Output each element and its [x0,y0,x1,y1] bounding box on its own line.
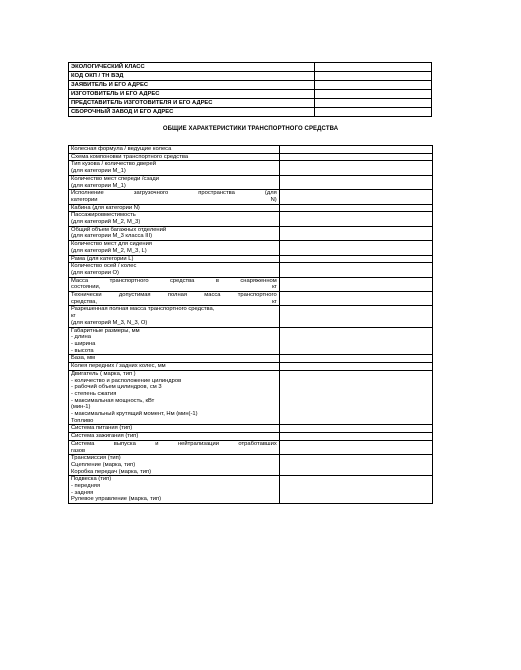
characteristic-value [279,146,432,154]
characteristic-label: Общий объем багажных отделений (для категории М_3 класса III) [69,226,280,240]
characteristic-row [69,433,433,441]
characteristic-row [69,425,433,433]
characteristic-label: Исполнение загрузочного пространства (для категории N) [69,190,280,204]
characteristic-value [279,190,432,204]
header-row [69,72,432,81]
characteristic-label: Пассажировместимость (для категорий М_2, М_3) [69,212,280,226]
characteristic-value [279,440,432,454]
header-row-value [315,108,432,117]
section-title: ОБЩИЕ ХАРАКТЕРИСТИКИ ТРАНСПОРТНОГО СРЕДСТВА [162,126,339,132]
characteristic-row [69,212,433,226]
characteristic-label: Рама (для категории L) [69,255,280,263]
characteristic-value [279,226,432,240]
header-row-label: СБОРОЧНЫЙ ЗАВОД И ЕГО АДРЕС [69,108,315,117]
header-row-label: ЗАЯВИТЕЛЬ И ЕГО АДРЕС [69,81,315,90]
characteristic-value [279,241,432,255]
characteristic-row [69,226,433,240]
characteristic-value [279,433,432,441]
characteristic-row [69,161,433,175]
characteristic-value [279,327,432,355]
header-row [69,63,432,72]
characteristic-label: Количество мест для сидения (для категорий М_2, М_3, L) [69,241,280,255]
characteristic-label: Схема компоновки транспортного средства [69,153,280,161]
characteristics-table [68,145,433,504]
header-table [68,62,432,117]
header-row-label: КОД ОКП / ТН ВЭД [69,72,315,81]
characteristic-label: Масса транспортного средства в снаряженном состоянии, кг [69,277,280,291]
header-row-label: ПРЕДСТАВИТЕЛЬ ИЗГОТОВИТЕЛЯ И ЕГО АДРЕС [69,99,315,108]
characteristic-value [279,175,432,189]
characteristic-value [279,455,432,476]
characteristic-row [69,204,433,212]
characteristic-row [69,153,433,161]
characteristic-row [69,440,433,454]
characteristic-value [279,370,432,425]
characteristic-value [279,277,432,291]
header-row-value [315,63,432,72]
characteristic-label: Количество мест спереди /сзади (для категории М_1) [69,175,280,189]
header-row-value [315,99,432,108]
characteristic-label: Количество осей / колес (для категории О) [69,263,280,277]
characteristic-row [69,190,433,204]
header-row [69,81,432,90]
characteristic-row [69,292,433,306]
characteristic-value [279,363,432,371]
characteristic-value [279,292,432,306]
header-row-value [315,81,432,90]
characteristic-label: Тип кузова / количество дверей (для категории М_1) [69,161,280,175]
characteristic-label: Габаритные размеры, мм - длина - ширина - высота [69,327,280,355]
characteristic-value [279,204,432,212]
characteristic-value [279,476,432,504]
characteristic-value [279,355,432,363]
header-row-label: ИЗГОТОВИТЕЛЬ И ЕГО АДРЕС [69,90,315,99]
header-row-value [315,90,432,99]
characteristic-value [279,161,432,175]
header-row [69,99,432,108]
characteristic-row [69,327,433,355]
characteristic-row [69,175,433,189]
characteristic-label: Разрешенная полная масса транспортного средства, кг (для категорий М_3, N_3, O) [69,306,280,327]
header-row-value [315,72,432,81]
header-row-label: ЭКОЛОГИЧЕСКИЙ КЛАСС [69,63,315,72]
characteristic-row [69,241,433,255]
characteristic-value [279,306,432,327]
characteristic-label: Подвеска (тип) - передняя - задняя Рулевое управление (марка, тип) [69,476,280,504]
characteristic-label: Кабина (для категории N) [69,204,280,212]
characteristic-value [279,212,432,226]
characteristic-row [69,476,433,504]
characteristic-row [69,277,433,291]
characteristic-label: Система выпуска и нейтрализации отработавших газов [69,440,280,454]
header-row [69,90,432,99]
characteristic-label: Трансмиссия (тип) Сцепление (марка, тип) Коробка передач (марка, тип) [69,455,280,476]
characteristic-value [279,153,432,161]
characteristic-label: Двигатель ( марка, тип ) - количество и расположение цилиндров - рабочий объем цилиндров, см 3 - степень сжатия - максимальная мощность, кВт (мин-1) - максимальный крутящий момент, Нм (мин(-1) Топливо [69,370,280,425]
characteristic-label: Колея передних / задних колес, мм [69,363,280,371]
characteristic-row [69,363,433,371]
characteristic-value [279,263,432,277]
characteristic-label: Технически допустимая полная масса транспортного средства, кг [69,292,280,306]
characteristic-row [69,306,433,327]
characteristic-label: Колесная формула / ведущие колеса [69,146,280,154]
characteristic-label: Система зажигания (тип) [69,433,280,441]
characteristic-row [69,370,433,425]
characteristic-row [69,146,433,154]
characteristic-label: Система питания (тип) [69,425,280,433]
characteristic-row [69,355,433,363]
characteristic-row [69,263,433,277]
characteristic-row [69,455,433,476]
characteristic-row [69,255,433,263]
characteristic-label: База, мм [69,355,280,363]
header-row [69,108,432,117]
characteristic-value [279,425,432,433]
characteristic-value [279,255,432,263]
